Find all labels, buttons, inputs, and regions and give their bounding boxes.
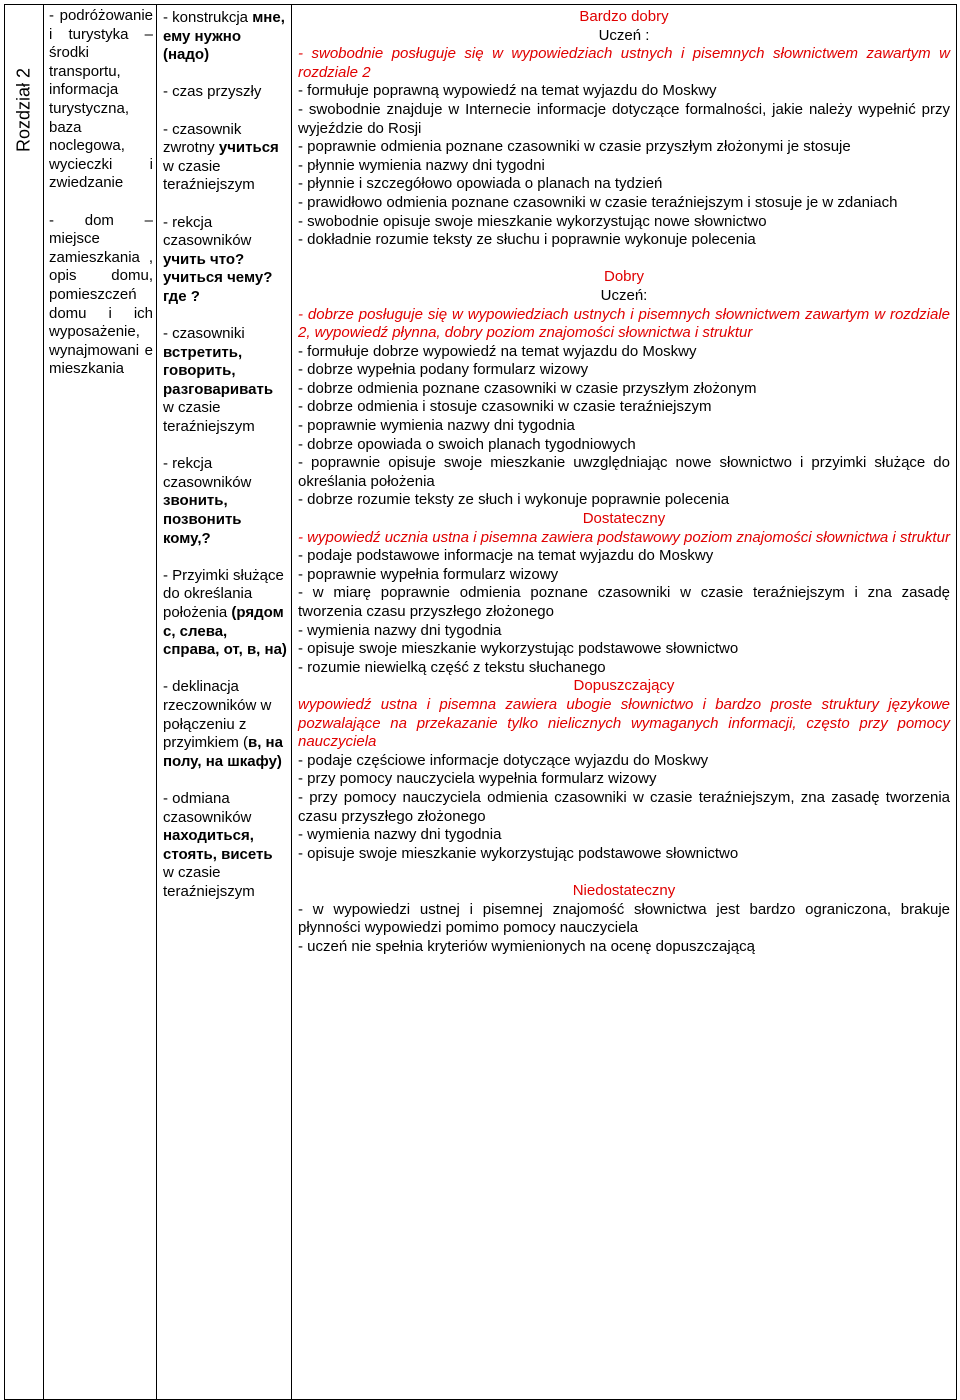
- grade-summary: - wypowiedź ucznia ustna i pisemna zawiera podstawowy poziom znajomości słownictwa i struktur: [298, 528, 950, 546]
- topic-item: - dom – miejsce zamieszkania , opis domu, pomieszczeń domu i ich wyposażenie, wynajmowani e mieszkania: [49, 211, 153, 378]
- requirement-item: - poprawnie opisuje swoje mieszkanie uwzględniając nowe słownictwo i przyimki służące do określania położenia: [298, 454, 950, 490]
- requirement-item: - opisuje swoje mieszkanie wykorzystując podstawowe słownictwo: [298, 844, 739, 862]
- requirement-item: - swobodnie znajduje w Internecie informacje dotyczące formalności, jakie należy wypełnić przy wyjeździe do Rosji: [298, 100, 950, 137]
- grade-summary: wypowiedź ustna i pisemna zawiera ubogie słownictwo i bardzo proste struktury językowe pozwalające na przekazanie tylko nielicznych wymaganych informacji, często przy pomocy nauczyciela: [298, 695, 950, 751]
- requirement-item: - uczeń nie spełnia kryteriów wymienionych na ocenę dopuszczającą: [298, 937, 755, 955]
- grammar-text: - czasowniki: [163, 325, 245, 343]
- grade-summary: - swobodnie posługuje się w wypowiedziach ustnych i pisemnych słownictwem zawartym w rozdziale 2: [298, 45, 950, 81]
- requirement-item: - dobrze opowiada o swoich planach tygodniowych: [298, 435, 636, 453]
- requirement-item: - przy pomocy nauczyciela odmienia czasowniki w czasie teraźniejszym, zna zasadę tworzenia czasu przyszłego złożonego: [298, 788, 950, 825]
- grammar-russian-text: звонить, позвонить кому,?: [163, 492, 242, 547]
- requirement-item: - przy pomocy nauczyciela wypełnia formularz wizowy: [298, 770, 657, 788]
- requirement-item: - dobrze rozumie teksty ze słuch i wykonuje poprawnie polecenia: [298, 491, 730, 509]
- curriculum-table: [4, 4, 957, 1400]
- grammar-russian-text: учить что? учиться чему? где ?: [163, 250, 273, 305]
- topic-item: - podróżowanie i turystyka – środki transportu, informacja turystyczna, baza noclegowa, wycieczki i zwiedzanie: [49, 7, 153, 192]
- grade-title: Bardzo dobry: [579, 8, 669, 25]
- requirement-item: - dokładnie rozumie teksty ze słuchu i poprawnie wykonuje polecenia: [298, 231, 756, 249]
- requirement-item: - podaje podstawowe informacje na temat wyjazdu do Moskwy: [298, 547, 714, 565]
- grammar-item: [163, 455, 287, 548]
- grade-title: Dostateczny: [582, 510, 666, 528]
- requirement-item: - formułuje poprawną wypowiedź na temat wyjazdu do Moskwy: [298, 82, 717, 100]
- grade-title: Dobry: [603, 268, 644, 286]
- grammar-russian-text: в, на полу, на шкафу): [163, 734, 283, 770]
- grammar-item: [163, 567, 287, 660]
- grammar-text: - Przyimki służące do określania położenia: [163, 566, 284, 621]
- grade-subtitle: Uczeń :: [598, 26, 650, 44]
- grammar-text: - czas przyszły: [163, 83, 262, 101]
- grammar-item: [163, 678, 287, 771]
- table-row: [5, 5, 957, 1400]
- requirement-item: - podaje częściowe informacje dotyczące wyjazdu do Moskwy: [298, 751, 709, 769]
- grammar-text: - konstrukcja: [163, 9, 253, 26]
- requirement-item: - poprawnie odmienia poznane czasowniki w czasie przyszłym złożonymi je stosuje: [298, 138, 851, 156]
- requirement-item: - w miarę poprawnie odmienia poznane czasowniki w czasie teraźniejszym i zna zasadę tworzenia czasu przyszłego złożonego: [298, 584, 950, 620]
- grammar-item: [163, 790, 287, 902]
- chapter-label: Rozdział 2: [13, 67, 34, 153]
- grammar-russian-text: учиться: [218, 139, 279, 157]
- requirement-item: - wymienia nazwy dni tygodnia: [298, 621, 502, 639]
- grammar-text: - rekcja czasowników: [163, 455, 252, 491]
- grammar-text: w czasie teraźniejszym: [163, 157, 255, 194]
- requirement-item: - dobrze wypełnia podany formularz wizowy: [298, 361, 589, 379]
- requirement-item: - płynnie i szczegółowo opowiada o planach na tydzień: [298, 175, 663, 193]
- requirement-item: - wymienia nazwy dni tygodnia: [298, 826, 502, 844]
- grammar-text: - odmiana czasowników: [163, 789, 252, 826]
- grammar-item: [163, 121, 287, 195]
- grammar-text: w czasie teraźniejszym: [163, 864, 255, 900]
- grammar-item: [163, 325, 287, 437]
- requirement-item: - dobrze odmienia poznane czasowniki w czasie przyszłym złożonym: [298, 379, 757, 397]
- grammar-list: [157, 5, 291, 902]
- spacer: [298, 863, 950, 882]
- requirement-item: - płynnie wymienia nazwy dni tygodni: [298, 156, 545, 174]
- requirement-item: - prawidłowo odmienia poznane czasowniki w czasie teraźniejszym i stosuje je w zdaniach: [298, 193, 898, 211]
- grammar-text: - deklinacja rzeczowników w połączeniu z przyimkiem (: [163, 678, 272, 752]
- grammar-russian-text: находиться, стоять, висеть: [163, 827, 273, 863]
- grammar-russian-text: мне, ему нужно (надо): [163, 9, 285, 64]
- grammar-item: [163, 9, 287, 65]
- topics-cell: [44, 5, 157, 1400]
- requirements-cell: [292, 5, 957, 1400]
- grade-title: Dopuszczający: [573, 677, 675, 695]
- topics-list: [44, 5, 156, 379]
- grammar-text: w czasie teraźniejszym: [163, 399, 255, 436]
- grammar-text: - czasownik zwrotny: [163, 120, 242, 157]
- grammar-russian-text: встретить, говорить, разговаривать: [163, 343, 274, 398]
- grammar-item: [163, 214, 287, 307]
- requirement-item: - formułuje dobrze wypowiedź na temat wyjazdu do Moskwy: [298, 342, 697, 360]
- grade-title: Niedostateczny: [572, 881, 676, 899]
- grammar-text: - rekcja czasowników: [163, 213, 252, 250]
- grade-summary: - dobrze posługuje się w wypowiedziach ustnych i pisemnych słownictwem zawartym w rozdziale 2, wypowiedź płynna, dobry poziom znajomości słownictwa i struktur: [298, 305, 950, 342]
- requirement-item: - w wypowiedzi ustnej i pisemnej znajomość słownictwa jest bardzo ograniczona, brakuje płynności wypowiedzi pomimo pomocy nauczyciela: [298, 900, 950, 937]
- grade-subtitle: Uczeń:: [600, 286, 648, 304]
- chapter-cell: [5, 5, 44, 1400]
- requirement-item: - rozumie niewielką część z tekstu słuchanego: [298, 658, 606, 676]
- grammar-item: [163, 83, 287, 102]
- requirement-item: - swobodnie opisuje swoje mieszkanie wykorzystując nowe słownictwo: [298, 212, 767, 230]
- grade-requirements: [292, 5, 956, 956]
- grammar-russian-text: (рядом с, слева, справа, от, в, на): [163, 604, 287, 659]
- requirement-item: - opisuje swoje mieszkanie wykorzystując podstawowe słownictwo: [298, 640, 739, 658]
- requirement-item: - poprawnie wymienia nazwy dni tygodnia: [298, 417, 575, 435]
- grammar-cell: [157, 5, 292, 1400]
- requirement-item: - poprawnie wypełnia formularz wizowy: [298, 565, 559, 583]
- requirement-item: - dobrze odmienia i stosuje czasowniki w czasie teraźniejszym: [298, 398, 712, 416]
- spacer: [298, 250, 950, 269]
